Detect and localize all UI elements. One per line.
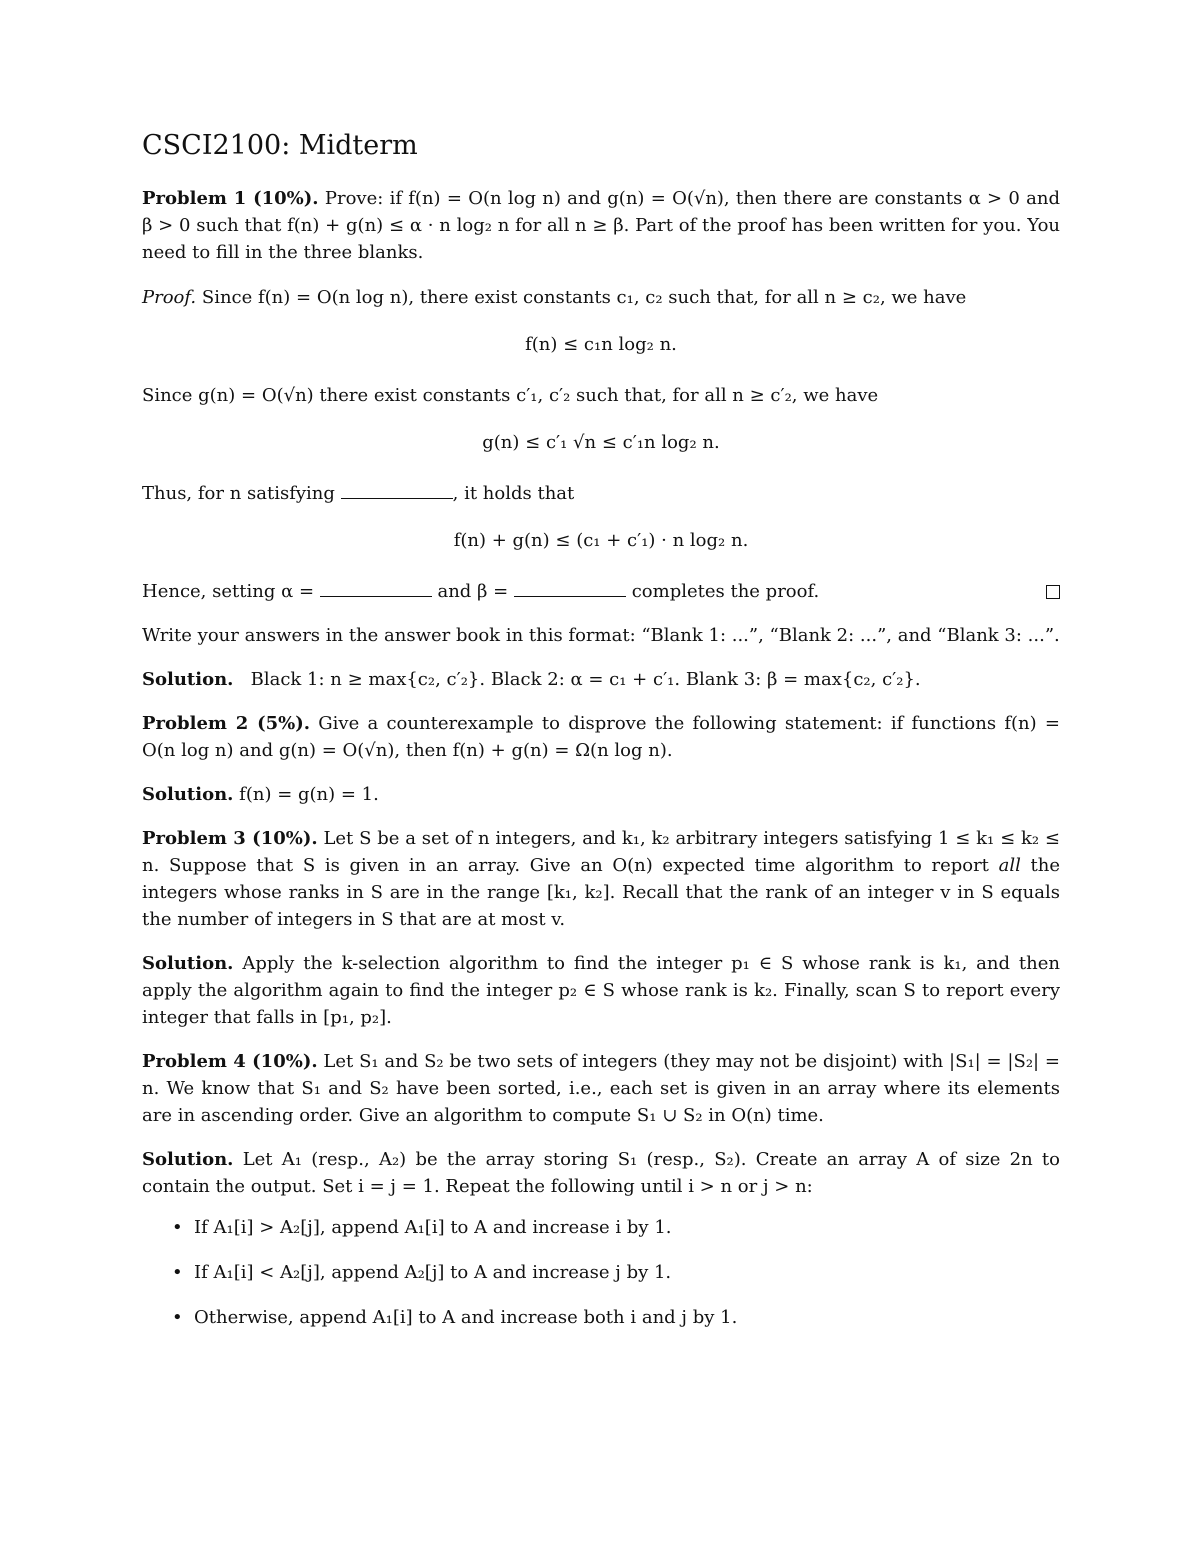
proof-label: Proof.: [142, 287, 197, 308]
solution-1-text: Black 1: n ≥ max{c₂, c′₂}. Black 2: α = c₁ + c′₁. Blank 3: β = max{c₂, c′₂}.: [233, 669, 921, 690]
problem-1-statement: [142, 185, 1060, 266]
problem-2-solution: [142, 781, 1060, 808]
solution-4-steps: [142, 1214, 1060, 1331]
solution-1-label: Solution.: [142, 669, 234, 690]
list-item-text: If A₁[i] < A₂[j], append A₂[j] to A and increase j by 1.: [194, 1262, 672, 1283]
problem-1-text: Prove: if f(n) = O(n log n) and g(n) = O(√n), then there are constants α > 0 and β > 0 such that f(n) + g(n) ≤ α · n log₂ n for all n ≥ β. Part of the proof has been written for you. You need to fill in the three blanks.: [142, 188, 1060, 263]
blank-1: [341, 482, 453, 499]
document-page: [142, 130, 1060, 1349]
qed-box-icon: [1046, 585, 1060, 599]
bullet-icon: •: [172, 1307, 183, 1328]
problem-3-text-b: the integers whose ranks in S are in the range [k₁, k₂]. Recall that the rank of an integer v in S equals the number of integers in S that are at most v.: [142, 855, 1060, 930]
solution-4-label: Solution.: [142, 1149, 234, 1170]
equation-3: f(n) + g(n) ≤ (c₁ + c′₁) · n log₂ n.: [453, 530, 749, 551]
thus-text-a: Thus, for n satisfying: [142, 483, 341, 504]
solution-3-text: Apply the k-selection algorithm to find the integer p₁ ∈ S whose rank is k₁, and then apply the algorithm again to find the integer p₂ ∈ S whose rank is k₂. Finally, scan S to report every integer that falls in [p₁, p₂].: [142, 953, 1060, 1028]
problem-3-solution: [142, 950, 1060, 1031]
hence-text-a: Hence, setting α =: [142, 581, 320, 602]
proof-hence: [142, 578, 1060, 605]
bullet-icon: •: [172, 1262, 183, 1283]
proof-text: Since f(n) = O(n log n), there exist constants c₁, c₂ such that, for all n ≥ c₂, we have: [196, 287, 967, 308]
problem-3-emphasis: all: [998, 855, 1021, 876]
thus-text-b: , it holds that: [452, 483, 575, 504]
proof-thus: [142, 480, 1060, 507]
problem-3-text-a: Let S be a set of n integers, and k₁, k₂ arbitrary integers satisfying 1 ≤ k₁ ≤ k₂ ≤ n. Suppose that S is given in an array. Give an O(n) expected time algorithm to report: [142, 828, 1060, 876]
problem-3-statement: [142, 825, 1060, 933]
solution-3-label: Solution.: [142, 953, 234, 974]
blank-2: [320, 580, 432, 597]
solution-2-label: Solution.: [142, 784, 234, 805]
list-item: [142, 1304, 1060, 1331]
blank-3: [514, 580, 626, 597]
problem-4-text: Let S₁ and S₂ be two sets of integers (they may not be disjoint) with |S₁| = |S₂| = n. We know that S₁ and S₂ have been sorted, i.e., each set is given in an array where its elements are in ascending order. Give an algorithm to compute S₁ ∪ S₂ in O(n) time.: [142, 1051, 1060, 1126]
proof-since: Since g(n) = O(√n) there exist constants c′₁, c′₂ such that, for all n ≥ c′₂, we have: [142, 385, 879, 406]
proof-intro: [142, 284, 1060, 311]
hence-text-c: completes the proof.: [625, 581, 820, 602]
equation-2: g(n) ≤ c′₁ √n ≤ c′₁n log₂ n.: [482, 432, 720, 453]
solution-4-text: Let A₁ (resp., A₂) be the array storing S₁ (resp., S₂). Create an array A of size 2n to contain the output. Set i = j = 1. Repeat the following until i > n or j > n:: [142, 1149, 1060, 1197]
list-item: [142, 1259, 1060, 1286]
bullet-icon: •: [172, 1217, 183, 1238]
hence-text-b: and β =: [431, 581, 514, 602]
problem-4-statement: [142, 1048, 1060, 1129]
list-item: [142, 1214, 1060, 1241]
solution-2-text: f(n) = g(n) = 1.: [233, 784, 379, 805]
problem-4-solution: [142, 1146, 1060, 1200]
list-item-text: Otherwise, append A₁[i] to A and increase both i and j by 1.: [194, 1307, 738, 1328]
problem-4-label: Problem 4 (10%).: [142, 1051, 318, 1072]
problem-1-solution: [142, 666, 1060, 693]
problem-2-label: Problem 2 (5%).: [142, 713, 311, 734]
answer-format-instructions: Write your answers in the answer book in this format: “Blank 1: ...”, “Blank 2: ...”, and “Blank 3: ...”.: [142, 625, 1060, 646]
equation-1: f(n) ≤ c₁n log₂ n.: [525, 334, 677, 355]
problem-2-text: Give a counterexample to disprove the following statement: if functions f(n) = O(n log n) and g(n) = O(√n), then f(n) + g(n) = Ω(n log n).: [142, 713, 1061, 761]
problem-1-label: Problem 1 (10%).: [142, 188, 319, 209]
problem-2-statement: [142, 710, 1060, 764]
list-item-text: If A₁[i] > A₂[j], append A₁[i] to A and increase i by 1.: [194, 1217, 672, 1238]
page-title: CSCI2100: Midterm: [142, 130, 418, 161]
problem-3-label: Problem 3 (10%).: [142, 828, 318, 849]
